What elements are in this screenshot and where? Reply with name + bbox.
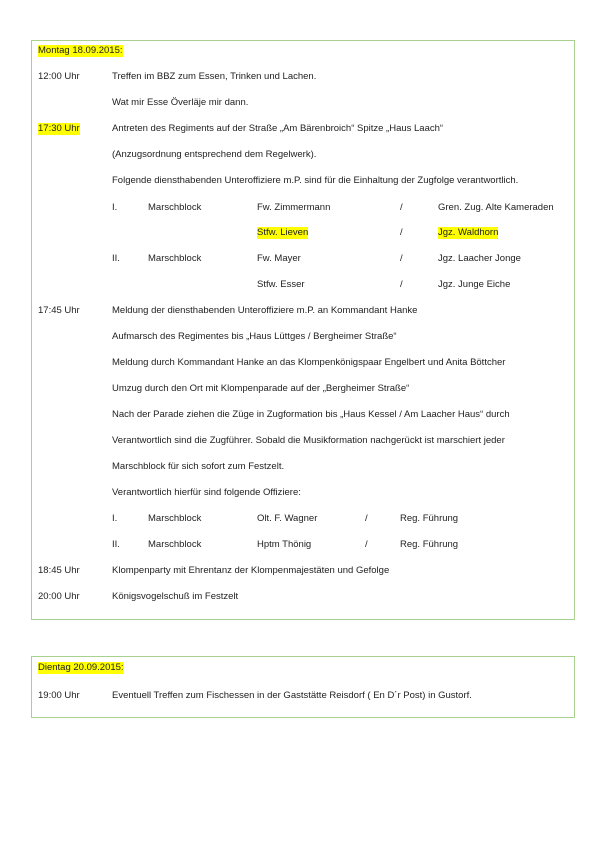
row-separator: / xyxy=(400,279,403,290)
event-text: Eventuell Treffen zum Fischessen in der Gaststätte Reisdorf ( En D´r Post) in Gustorf. xyxy=(112,690,472,701)
row-unit: Jgz. Junge Eiche xyxy=(438,279,511,290)
row-number: I. xyxy=(112,513,118,524)
event-text: Klompenparty mit Ehrentanz der Klompenmajestäten und Gefolge xyxy=(112,565,390,576)
montag-heading: Montag 18.09.2015: xyxy=(38,45,123,56)
row-number: II. xyxy=(112,539,120,550)
dienstag-heading: Dientag 20.09.2015: xyxy=(38,662,124,673)
time-1900: 19:00 Uhr xyxy=(38,690,80,701)
row-block: Marschblock xyxy=(148,539,202,550)
time-1200: 12:00 Uhr xyxy=(38,71,80,82)
row-separator: / xyxy=(400,253,403,264)
event-text: Antreten des Regiments auf der Straße „Am Bärenbroich“ Spitze „Haus Laach“ xyxy=(112,123,444,134)
row-name: Olt. F. Wagner xyxy=(257,513,318,524)
row-number: II. xyxy=(112,253,120,264)
row-block: Marschblock xyxy=(148,253,202,264)
row-unit: Reg. Führung xyxy=(400,539,459,550)
event-text: Wat mir Esse Överläje mir dann. xyxy=(112,97,249,108)
row-separator: / xyxy=(365,539,368,550)
event-text: Königsvogelschuß im Festzelt xyxy=(112,591,239,602)
row-name: Fw. Zimmermann xyxy=(257,202,331,213)
row-name-highlighted: Stfw. Lieven xyxy=(257,227,309,238)
row-name: Stfw. Esser xyxy=(257,279,305,290)
event-text: Aufmarsch des Regimentes bis „Haus Lüttges / Bergheimer Straße“ xyxy=(112,331,397,342)
event-text: (Anzugsordnung entsprechend dem Regelwerk). xyxy=(112,149,317,160)
row-separator: / xyxy=(365,513,368,524)
event-text: Meldung der diensthabenden Unteroffiziere m.P. an Kommandant Hanke xyxy=(112,305,418,316)
row-block: Marschblock xyxy=(148,202,202,213)
event-text: Verantwortlich sind die Zugführer. Sobald die Musikformation nachgerückt ist marschiert jeder xyxy=(112,435,505,446)
event-text: Marschblock für sich sofort zum Festzelt. xyxy=(112,461,285,472)
event-text: Treffen im BBZ zum Essen, Trinken und Lachen. xyxy=(112,71,317,82)
row-block: Marschblock xyxy=(148,513,202,524)
row-unit: Reg. Führung xyxy=(400,513,459,524)
row-name: Fw. Mayer xyxy=(257,253,301,264)
row-number: I. xyxy=(112,202,118,213)
row-separator: / xyxy=(400,202,403,213)
event-text: Umzug durch den Ort mit Klompenparade auf der „Bergheimer Straße“ xyxy=(112,383,410,394)
row-unit-highlighted: Jgz. Waldhorn xyxy=(438,227,499,238)
time-1745: 17:45 Uhr xyxy=(38,305,80,316)
time-2000: 20:00 Uhr xyxy=(38,591,80,602)
row-name: Hptm Thönig xyxy=(257,539,312,550)
event-text: Folgende diensthabenden Unteroffiziere m.P. sind für die Einhaltung der Zugfolge verantwortlich. xyxy=(112,175,519,186)
event-text: Nach der Parade ziehen die Züge in Zugformation bis „Haus Kessel / Am Laacher Haus“ durch xyxy=(112,409,510,420)
event-text: Meldung durch Kommandant Hanke an das Klompenkönigspaar Engelbert und Anita Böttcher xyxy=(112,357,506,368)
row-separator: / xyxy=(400,227,403,238)
time-1845: 18:45 Uhr xyxy=(38,565,80,576)
row-unit: Gren. Zug. Alte Kameraden xyxy=(438,202,554,213)
row-unit: Jgz. Laacher Jonge xyxy=(438,253,521,264)
event-text: Verantwortlich hierfür sind folgende Offiziere: xyxy=(112,487,301,498)
time-1730: 17:30 Uhr xyxy=(38,123,80,134)
